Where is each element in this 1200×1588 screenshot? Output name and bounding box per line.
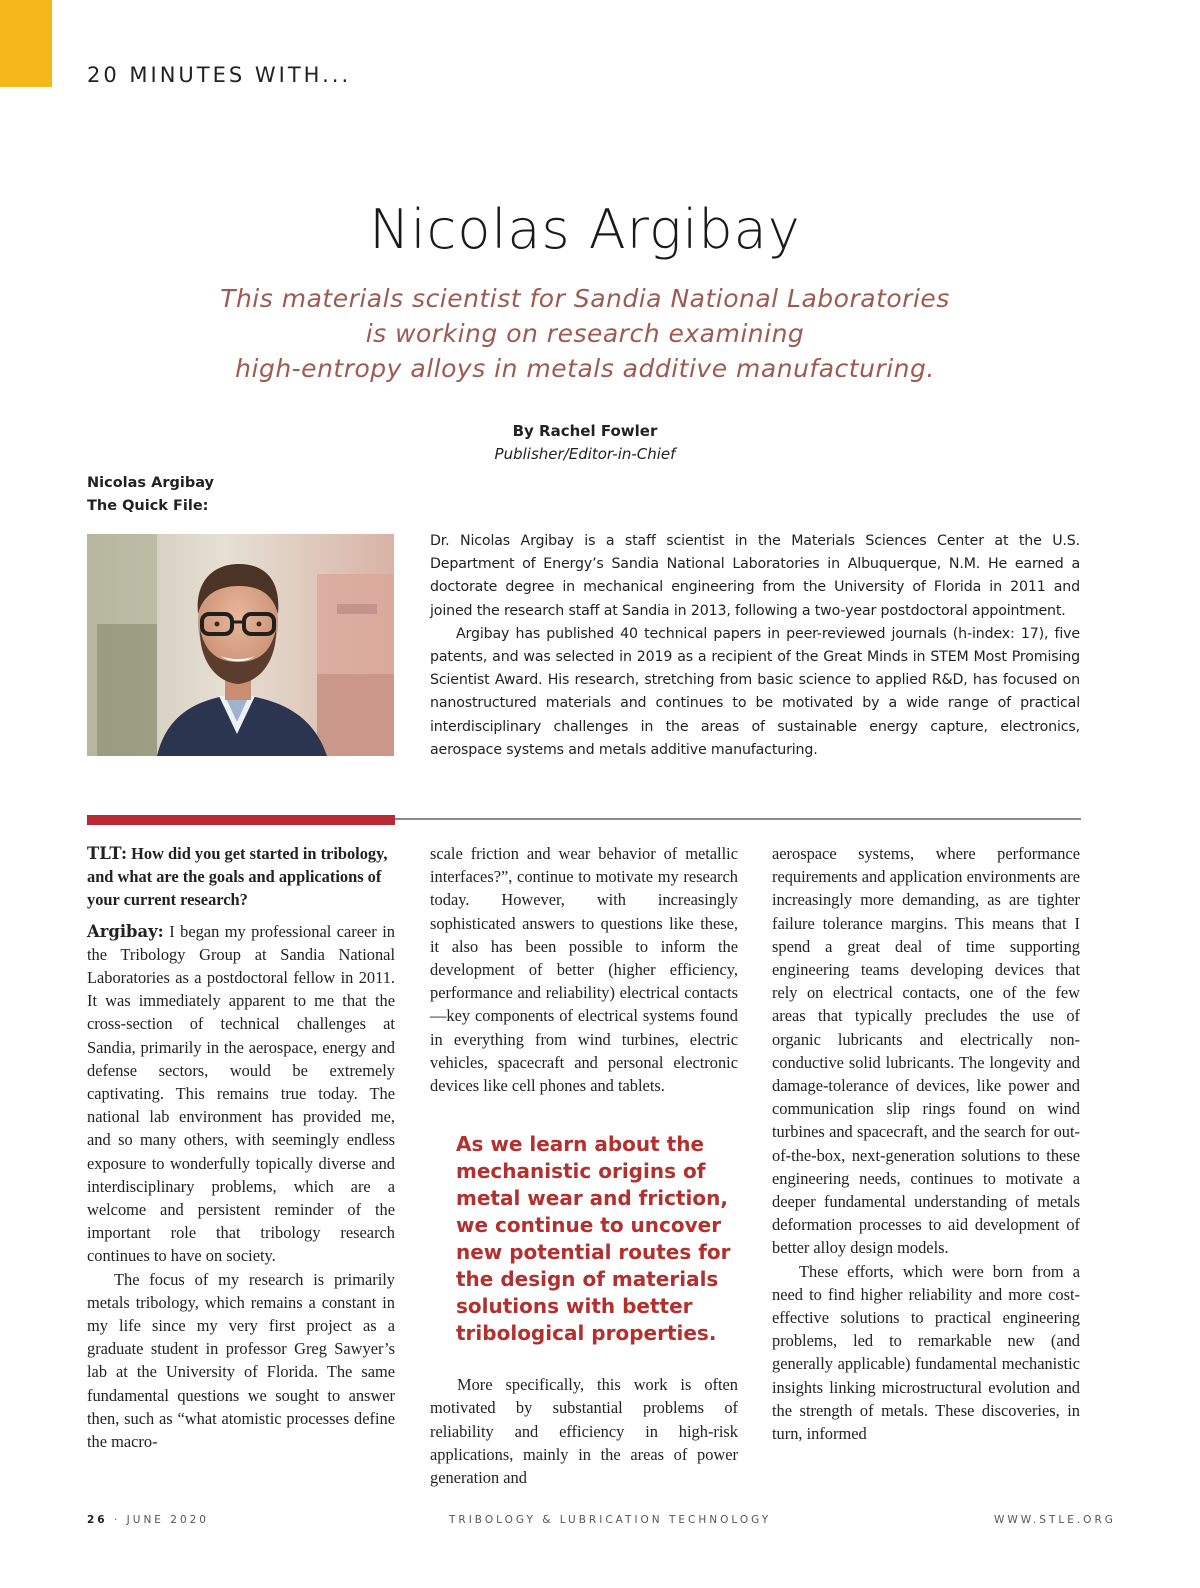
section-rule <box>395 818 1081 820</box>
answer-paragraph: More specifically, this work is often motivated by substantial problems of reliability and efficiency in high-risk applications, mainly in the areas of power generation and <box>430 1375 738 1488</box>
section-label: 20 MINUTES WITH... <box>87 63 352 87</box>
section-color-tab <box>0 0 52 87</box>
footer-left <box>87 1514 209 1526</box>
quick-file-label: The Quick File: <box>87 498 209 514</box>
answer-paragraph: aerospace systems, where performance requirements and application environments are increasingly more demanding, as are tighter failure tolerance margins. This means that I spend a great deal of time supporting engineering teams developing devices that rely on electrical contacts, one of the few areas that typically precludes the use of organic lubricants and electrically non-conductive solid lubricants. The longevity and damage-tolerance of devices, like power and communication slip rings found on wind turbines and spacecraft, and the search for out-of-the-box, next-generation solutions to these engineering needs, continues to motivate a deeper fundamental understanding of metals deformation processes to aid development of better alloy design models. <box>772 844 1080 1258</box>
publication-name: TRIBOLOGY & LUBRICATION TECHNOLOGY <box>449 1514 772 1526</box>
section-rule-accent <box>87 815 395 825</box>
deck-line: is working on research examining <box>365 319 805 348</box>
article-title: Nicolas Argibay <box>369 198 801 261</box>
portrait-photo <box>87 534 394 756</box>
website-link[interactable]: WWW.STLE.ORG <box>994 1514 1116 1526</box>
question-text: How did you get started in tribology, and what are the goals and applications of your current research? <box>87 844 388 910</box>
intro-bio <box>430 530 1080 762</box>
column-3 <box>772 842 1080 1445</box>
byline-author: By Rachel Fowler <box>512 422 658 440</box>
column-1 <box>87 842 395 1453</box>
answer-lead: Argibay: <box>87 921 164 941</box>
answer-paragraph: scale friction and wear behavior of metallic interfaces?”, continue to motivate my research today. However, with increasingly sophisticated answers to questions like these, it also has been possible to inform the development of better (higher efficiency, performance and reliability) electrical contacts—key components of electrical systems found in everything from wind turbines, electric vehicles, spacecraft and personal electronic devices like cell phones and tablets. <box>430 844 738 1096</box>
deck-line: high-entropy alloys in metals additive manufacturing. <box>235 354 935 383</box>
answer-paragraph <box>87 920 395 1268</box>
deck-line: This materials scientist for Sandia National Laboratories <box>220 284 950 313</box>
answer-paragraph: These efforts, which were born from a need to find higher reliability and more cost-effective solutions to practical engineering problems, led to remarkable new (and generally applicable) fundamental mechanistic insights linking microstructural evolution and the strength of metals. These discoveries, in turn, informed <box>772 1261 1080 1444</box>
quick-file-name: Nicolas Argibay <box>87 475 214 491</box>
byline-role: Publisher/Editor-in-Chief <box>494 445 676 463</box>
answer-text: I began my professional career in the Tribology Group at Sandia National Laboratories as a postdoctoral fellow in 2011. It was immediately apparent to me that the cross-section of technical challenges at Sandia, primarily in the aerospace, energy and defense sectors, would be extremely captivating. This remains true today. The national lab environment has provided me, and so many others, with seemingly endless exposure to wonderfully topically diverse and interdisciplinary problems, which are a welcome and persistent reminder of the important role that tribology research continues to have on society. <box>87 921 395 1266</box>
intro-paragraph: Argibay has published 40 technical papers in peer-reviewed journals (h-index: 17), five patents, and was selected in 2019 as a recipient of the Great Minds in STEM Most Promising Scientist Award. His research, stretching from basic science to applied R&D, has focused on nanostructured materials and continues to be motivated by a wide range of practical interdisciplinary challenges in the areas of sustainable energy capture, electronics, aerospace systems and metals additive manufacturing. <box>430 625 1080 758</box>
byline <box>400 420 770 466</box>
article-deck <box>150 281 1020 386</box>
question <box>87 842 395 912</box>
intro-paragraph: Dr. Nicolas Argibay is a staff scientist in the Materials Sciences Center at the U.S. Department of Energy’s Sandia National Laboratories in Albuquerque, N.M. He earned a doctorate degree in mechanical engineering from the University of Florida in 2011 and joined the research staff at Sandia in 2013, following a two-year postdoctoral appointment. <box>430 533 1080 619</box>
answer-paragraph: The focus of my research is primarily metals tribology, which remains a constant in my life since my very first project as a graduate student in professor Greg Sawyer’s lab at the University of Florida. The same fundamental questions we sought to answer then, such as “what atomistic processes define the macro- <box>87 1269 395 1452</box>
question-lead: TLT: <box>87 844 128 863</box>
column-2 <box>430 842 738 1489</box>
pull-quote: As we learn about the mechanistic origins of metal wear and friction, we continue to uncover new potential routes for the design of materials solutions with better tribological properties. <box>456 1132 731 1346</box>
footer-separator: · <box>113 1514 121 1526</box>
page-number: 26 <box>87 1514 108 1526</box>
issue-date: JUNE 2020 <box>126 1514 209 1526</box>
quick-file-heading <box>87 472 214 518</box>
